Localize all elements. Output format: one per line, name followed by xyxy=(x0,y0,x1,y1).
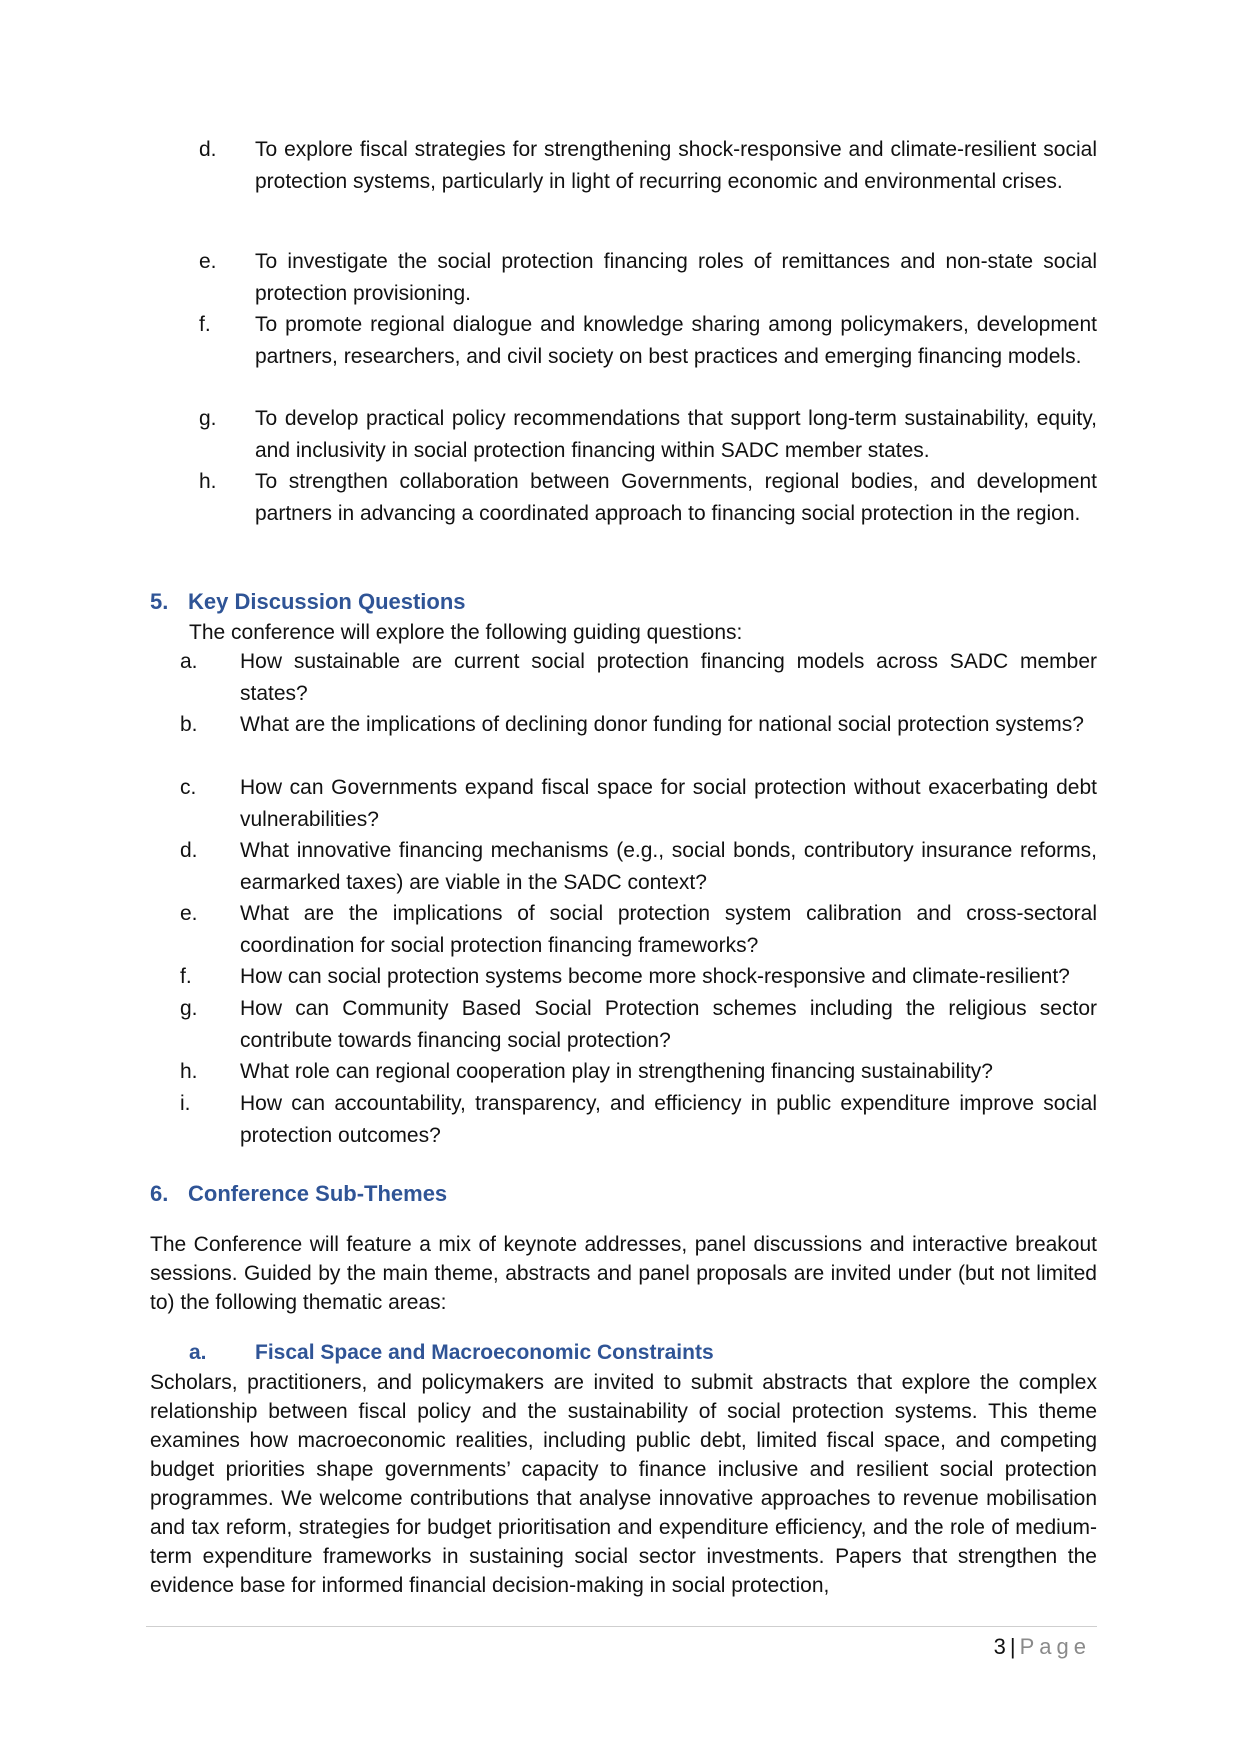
page-label: Page xyxy=(1019,1634,1091,1659)
subtheme-letter: a. xyxy=(189,1341,207,1364)
objective-item-e xyxy=(199,246,1097,309)
question-item-e xyxy=(180,898,1097,961)
objective-letter: f. xyxy=(199,313,211,336)
question-letter: d. xyxy=(180,839,198,862)
objective-letter: h. xyxy=(199,470,217,493)
question-letter: g. xyxy=(180,997,198,1020)
section-title: Conference Sub-Themes xyxy=(188,1181,448,1206)
objective-letter: e. xyxy=(199,250,217,273)
objective-text: To develop practical policy recommendations that support long-term sustainability, equity, and inclusivity in social protection financing within SADC member states. xyxy=(255,407,1097,462)
question-letter: h. xyxy=(180,1060,198,1083)
question-letter: b. xyxy=(180,713,198,736)
objective-text: To explore fiscal strategies for strengthening shock-responsive and climate-resilient social protection systems, particularly in light of recurring economic and environmental crises. xyxy=(255,138,1097,193)
objective-letter: g. xyxy=(199,407,217,430)
question-item-i xyxy=(180,1088,1097,1151)
question-letter: a. xyxy=(180,650,198,673)
objective-letter: d. xyxy=(199,138,217,161)
question-text: What are the implications of declining donor funding for national social protection systems? xyxy=(240,713,1084,736)
objective-text: To investigate the social protection financing roles of remittances and non-state social protection provisioning. xyxy=(255,250,1097,305)
question-text: What are the implications of social protection system calibration and cross-sectoral coordination for social protection financing frameworks? xyxy=(240,902,1097,957)
question-text: What role can regional cooperation play in strengthening financing sustainability? xyxy=(240,1060,993,1083)
question-letter: f. xyxy=(180,965,192,988)
section-number: 5. xyxy=(150,589,169,614)
question-letter: e. xyxy=(180,902,198,925)
question-text: How can Governments expand fiscal space for social protection without exacerbating debt vulnerabilities? xyxy=(240,776,1097,831)
question-text: How can social protection systems become more shock-responsive and climate-resilient? xyxy=(240,965,1070,988)
question-text: How sustainable are current social protection financing models across SADC member states? xyxy=(240,650,1097,705)
page-footer xyxy=(994,1632,1091,1662)
footer-rule xyxy=(146,1626,1097,1627)
section-6-intro: The Conference will feature a mix of keynote addresses, panel discussions and interactive breakout sessions. Guided by the main theme, abstracts and panel proposals are invited under (but not limited to) the following thematic areas: xyxy=(150,1233,1097,1314)
question-item-a xyxy=(180,646,1097,709)
objective-item-d xyxy=(199,134,1097,197)
objective-text: To strengthen collaboration between Governments, regional bodies, and development partners in advancing a coordinated approach to financing social protection in the region. xyxy=(255,470,1097,525)
question-text: How can Community Based Social Protection schemes including the religious sector contribute towards financing social protection? xyxy=(240,997,1097,1052)
section-5-intro: The conference will explore the following guiding questions: xyxy=(189,621,743,644)
question-item-b xyxy=(180,709,1097,741)
question-text: How can accountability, transparency, and efficiency in public expenditure improve social protection outcomes? xyxy=(240,1092,1097,1147)
question-letter: i. xyxy=(180,1092,191,1115)
question-item-c xyxy=(180,772,1097,835)
question-item-d xyxy=(180,835,1097,898)
question-item-h xyxy=(180,1056,1097,1088)
question-item-g xyxy=(180,993,1097,1056)
footer-separator: | xyxy=(1009,1634,1016,1659)
subtheme-a-body: Scholars, practitioners, and policymakers are invited to submit abstracts that explore the complex relationship between fiscal policy and the sustainability of social protection systems. This theme examines how macroeconomic realities, including public debt, limited fiscal space, and competing budget priorities shape governments’ capacity to finance inclusive and resilient social protection programmes. We welcome contributions that analyse innovative approaches to revenue mobilisation and tax reform, strategies for budget prioritisation and expenditure efficiency, and the role of medium-term expenditure frameworks in sustaining social sector investments. Papers that strengthen the evidence base for informed financial decision-making in social protection, xyxy=(150,1371,1097,1597)
question-text: What innovative financing mechanisms (e.g., social bonds, contributory insurance reforms, earmarked taxes) are viable in the SADC context? xyxy=(240,839,1097,894)
question-letter: c. xyxy=(180,776,197,799)
section-number: 6. xyxy=(150,1181,169,1206)
question-item-f xyxy=(180,961,1097,993)
objective-item-g xyxy=(199,403,1097,466)
objective-item-h xyxy=(199,466,1097,529)
objective-item-f xyxy=(199,309,1097,372)
objective-text: To promote regional dialogue and knowledge sharing among policymakers, development partners, researchers, and civil society on best practices and emerging financing models. xyxy=(255,313,1097,368)
page-number: 3 xyxy=(993,1634,1006,1659)
subtheme-title: Fiscal Space and Macroeconomic Constraints xyxy=(255,1341,714,1364)
section-title: Key Discussion Questions xyxy=(188,589,466,614)
